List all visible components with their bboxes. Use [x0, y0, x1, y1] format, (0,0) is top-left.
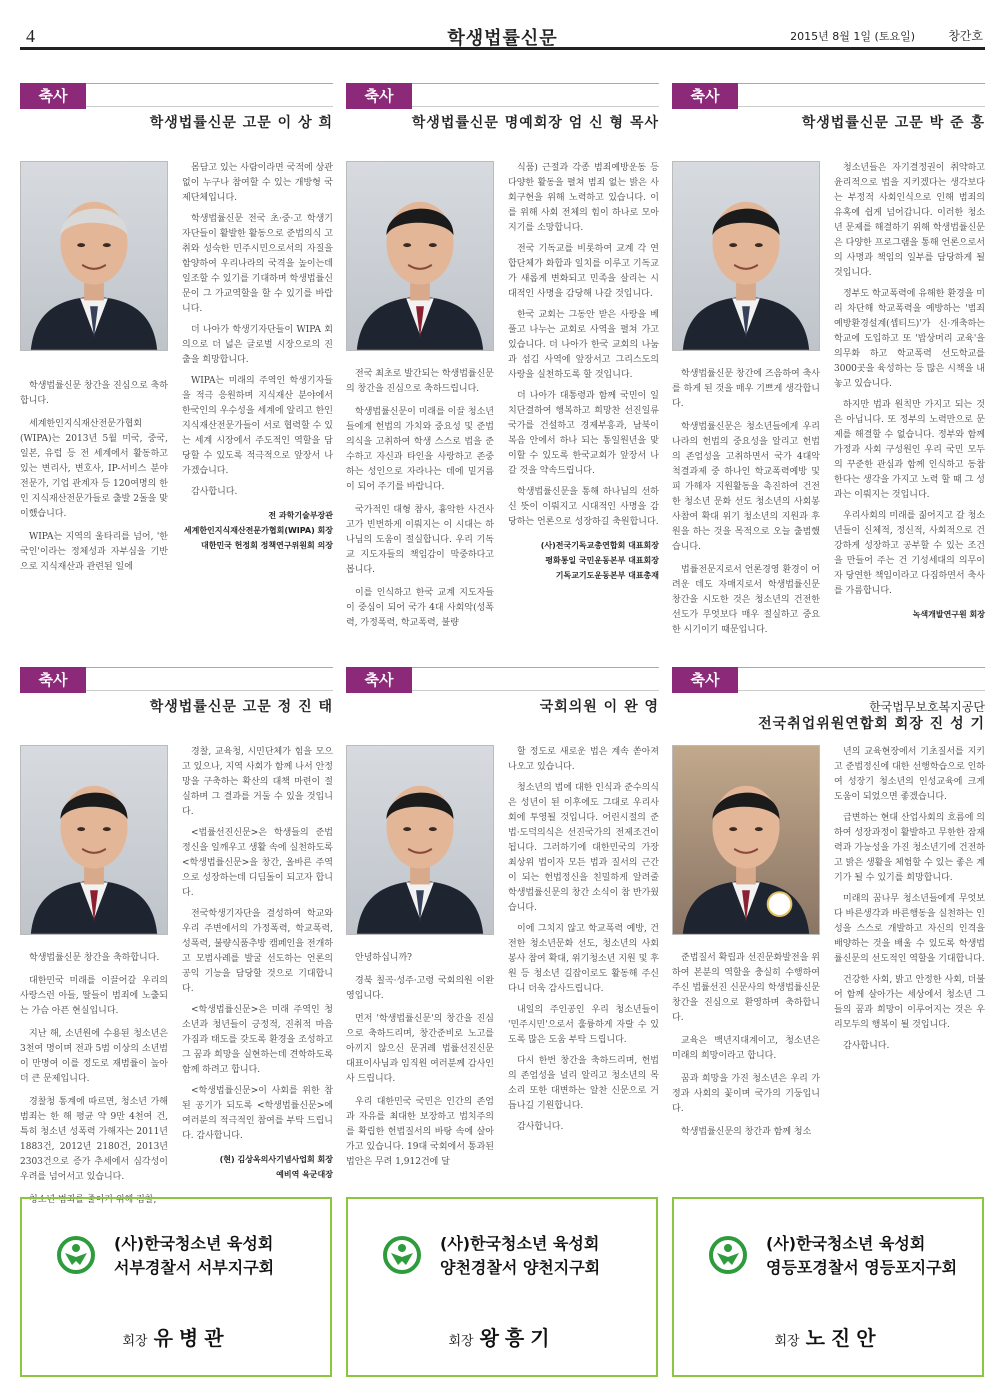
- edition-label: 창간호: [948, 29, 983, 43]
- article-paragraph: 하지만 법과 원칙만 가지고 되는 것은 아닙니다. 또 정부의 노력만으로 문제를 해결할 수 없습니다. 정부와 함께 가정과 사회 구성원인 우리 국민 모두의 꾸준한 관심과 함께 인식하고 동참한다는 생각을 가지고 노력 할 때 그 성과는 이뤄지는 것입니다.: [834, 400, 985, 500]
- article-paragraph: 학생법률신문 창간에 즈음하여 축사를 하게 된 것을 매우 기쁘게 생각합니다.: [672, 369, 820, 409]
- signature-line: (사)전국기독교총연합회 대표회장: [540, 541, 659, 550]
- article-paragraph: 건강한 사회, 밝고 안정한 사회, 더불어 함께 살아가는 세상에서 청소년 그들의 꿈과 희망이 이루어지는 것은 우리모두의 행복이 될 것입니다.: [834, 975, 985, 1030]
- ad-chairman: [674, 1322, 982, 1351]
- article-column-left: [20, 951, 168, 1216]
- byline-line: 학생법률신문 명예회장 엄 신 형 목사: [411, 115, 659, 131]
- issue-date: 2015년 8월 1일 (토요일): [790, 30, 915, 43]
- congrats-panel: [20, 667, 333, 1205]
- chairman-title: 회장: [774, 1334, 800, 1349]
- article-paragraph: 정부도 학교폭력에 유해한 환경을 미리 차단해 학교폭력을 예방하는 '범죄예방환경설계(셉티드)'가 신·개축하는 학교에 도입하고 또 '밥상머리 교육'을 의무화 하고 학교폭력 선도학교를 3000곳을 육성하는 등 많은 시책을 내 놓고 있습니다.: [834, 289, 985, 389]
- article-paragraph: 학생법률신문이 미래를 이끌 청소년들에게 헌법의 가치와 중요성 및 준법의식을 고취하여 학생 스스로 법을 준수하고 자신과 타인을 사랑하고 존중하는 성인으로 자라나는 데에 밑거름이 되어 주기를 바랍니다.: [346, 407, 494, 492]
- article-paragraph: 학생법률신문 창간을 진심으로 축하합니다.: [20, 381, 168, 406]
- section-tag: 축사: [20, 667, 86, 693]
- author-signature: [508, 538, 659, 583]
- signature-line: 평화통일 국민운동본부 대표회장: [545, 556, 659, 565]
- article-paragraph: 학생법률신문을 통해 하나님의 선하신 뜻이 이뤄지고 시대적인 사명을 감당하는 언론으로 성장하길 축원합니다.: [508, 487, 659, 527]
- article-paragraph: 경찰청 통계에 따르면, 청소년 가해 범죄는 한 해 평균 약 9만 4천여 건, 특히 청소년 성폭력 가해자는 2011년 1883건, 2012년 2180건, 2013년 2303건으로 증가 추세에서 심각성이 우려를 넘어서고 있습니다.: [20, 1097, 168, 1182]
- ad-org-line: 서부경찰서 서부지구회: [114, 1258, 275, 1277]
- section-tag: 축사: [20, 83, 86, 109]
- article-paragraph: <학생법률신문>은 미래 주역인 청소년과 청년들이 긍정적, 진취적 마음가짐과 태도를 갖도록 환경을 조성하고 그 꿈과 희망을 실현하는데 견학하도록 함께 하려고 합니다.: [182, 1005, 333, 1075]
- tag-rule: [412, 667, 659, 693]
- section-tag: 축사: [346, 83, 412, 109]
- article-column-left: [20, 379, 168, 583]
- article-paragraph: 법률전문지로서 언론경영 환경이 어려운 데도 자매지로서 학생법률신문 창간을 시도한 것은 청소년의 건전한 선도가 무엇보다 매우 절실하고 중요한 시기이기 때문입니다.: [672, 565, 820, 635]
- portrait-photo: [20, 161, 168, 351]
- article-column-left: [672, 951, 820, 1148]
- article-column-left: [346, 951, 494, 1178]
- tag-rule: [86, 667, 333, 693]
- ad-org-line: (사)한국청소년 육성회: [766, 1234, 926, 1253]
- article-paragraph: 이를 인식하고 한국 교계 지도자들이 중심이 되어 국가 4대 사회악(성폭력, 가정폭력, 학교폭력, 불량: [346, 588, 494, 628]
- ad-org-line: (사)한국청소년 육성회: [114, 1234, 274, 1253]
- byline-line: 학생법률신문 고문 박 준 홍: [801, 115, 985, 131]
- chairman-name: 유병관: [153, 1326, 230, 1350]
- article-paragraph: 지난 해, 소년원에 수용된 청소년은 3천여 명이며 전과 5범 이상의 소년범이 만명여 이를 정도로 재범률이 높아 더 큰 문제입니다.: [20, 1029, 168, 1084]
- ad-organization: [440, 1232, 600, 1280]
- signature-line: 녹색개발연구원 회장: [912, 610, 985, 619]
- article-column-right: [834, 161, 985, 622]
- ad-organization: [766, 1232, 957, 1280]
- tag-rule: [738, 83, 985, 109]
- article-paragraph: 전국 최초로 발간되는 학생법률신문의 창간을 진심으로 축하드립니다.: [346, 369, 494, 394]
- section-tag: 축사: [672, 83, 738, 109]
- article-paragraph: 감사합니다.: [517, 1122, 564, 1132]
- signature-line: 세계한인지식재산전문가협회(WIPA) 회장: [183, 526, 333, 535]
- article-paragraph: 학생법률신문 창간을 축하합니다.: [29, 953, 160, 963]
- signature-line: 예비역 육군대장: [276, 1170, 333, 1179]
- article-paragraph: 학생법률신문 전국 초·중·고 학생기자단들이 활발한 활동으로 준법의식 고취와 성숙한 민주시민으로서의 자질을 함양하여 우리나라의 국격을 높이는데 일조할 수 있기를 기대하며 학생법률신문이 그 가교역할을 할 수 있기를 바랍니다.: [182, 214, 333, 314]
- author-signature: [182, 1152, 333, 1182]
- byline-line: 학생법률신문 고문 이 상 희: [149, 115, 333, 131]
- portrait-photo: [672, 161, 820, 351]
- article-paragraph: 국가적인 대형 참사, 흉악한 사건사고가 빈번하게 이뤄지는 이 시대는 하나님의 도움이 절실합니다. 우리 기독교 지도자들의 책임감이 막중하다고 봅니다.: [346, 505, 494, 575]
- byline-line: 전국취업위원연합회 회장 진 성 기: [758, 716, 985, 732]
- author-byline: [150, 699, 333, 716]
- congrats-panel: [346, 667, 659, 1187]
- byline-line: 학생법률신문 고문 정 진 태: [149, 699, 333, 715]
- section-tag: 축사: [672, 667, 738, 693]
- article-paragraph: 우리사회의 미래를 짊어지고 갈 청소년들이 신체적, 정신적, 사회적으로 건강하게 성장하고 공부할 수 있는 조건을 만들어 주는 건 기성세대의 의무이자 당연한 책임이라고 다짐하면서 축사를 가름합니다.: [834, 511, 985, 596]
- article-paragraph: 경북 칠곡·성주·고령 국회의원 이완영입니다.: [346, 976, 494, 1001]
- article-paragraph: 더 나아가 대통령과 함께 국민이 일치단결하여 행복하고 희망찬 선진일류국가를 건설하고 경제부흥과, 남북이 복음 안에서 하나 되는 통일원년을 맞이할 수 있도록 한국교회가 앞장서 나갈 것을 약속드립니다.: [508, 391, 659, 476]
- byline-line: 국회의원 이 완 영: [539, 699, 659, 715]
- ad-chairman: [348, 1322, 656, 1351]
- header-rule: [20, 47, 985, 50]
- article-paragraph: 꿈과 희망을 가진 청소년은 우리 가정과 사회의 꽃이며 국가의 기둥입니다.: [672, 1074, 820, 1114]
- article-column-right: [834, 745, 985, 1060]
- byline-line: 한국법무보호복지공단: [869, 700, 985, 714]
- article-paragraph: 년의 교육현장에서 기초질서를 지키고 준법정신에 대한 선행학습으로 인하여 성장기 청소년의 인성교육에 크게 도움이 되었으면 좋겠습니다.: [834, 747, 985, 802]
- congrats-panel: [20, 83, 333, 603]
- youth-association-logo-icon: [708, 1235, 748, 1275]
- youth-association-logo-icon: [56, 1235, 96, 1275]
- section-tag: 축사: [346, 667, 412, 693]
- article-column-left: [346, 367, 494, 639]
- ad-org-line: (사)한국청소년 육성회: [440, 1234, 600, 1253]
- article-paragraph: 학생법률신문은 청소년들에게 우리나라의 헌법의 중요성을 알리고 헌법의 존엄성을 고취하면서 국가 4대악 척결과제 중 하나인 학교폭력예방 및 피 가해자 지원활동을 촉진하여 건전한 청소년 문화 선도 청소년의 사회봉사참여 확대 위기 청소년의 지원과 후원을 하는 것을 목적으로 오늘 출범했습니다.: [672, 422, 820, 552]
- congrats-panel: [672, 83, 985, 635]
- author-byline: [758, 699, 985, 733]
- chairman-name: 노진안: [805, 1326, 882, 1350]
- article-paragraph: 식품) 근절과 각종 범죄예방운동 등 다양한 활동을 펼쳐 범죄 없는 밝은 사회구현을 위해 노력하고 있습니다. 이를 위해 사회 전체의 힘이 하나로 모아지기를 소망합니다.: [508, 163, 659, 233]
- article-paragraph: 세계한인지식재산전문가협회(WIPA)는 2013년 5월 미국, 중국, 일본, 유럽 등 전 세계에서 활동하고 있는 변리사, 변호사, IP-서비스 분야 전문가, 기업 관계자 등 120여명의 한인 지식재산전문가들로 출발 2돌을 맞이했습니다.: [20, 419, 168, 519]
- article-paragraph: 학생법률신문의 창간과 함께 청소: [681, 1127, 812, 1137]
- article-paragraph: WIPA는 지역의 울타리를 넘어, '한국인'이라는 정체성과 자부심을 기반으로 지식재산과 관련된 일에: [20, 532, 168, 572]
- signature-line: 기독교기도운동본부 대표총재: [555, 571, 659, 580]
- article-paragraph: <법률선진신문>은 학생들의 준법정신을 일깨우고 생활 속에 실천하도록 <학생법률신문>을 창간, 올바른 주역으로 성장하는데 디딤돌이 되고자 합니다.: [182, 828, 333, 898]
- article-paragraph: 우리 대한민국 국민은 인간의 존엄과 자유를 최대한 보장하고 법치주의를 확립한 헌법질서의 바탕 속에 살아가고 있습니다. 19대 국회에서 통과된 법안은 무려 1,912건에 달: [346, 1097, 494, 1167]
- article-paragraph: 청소년들은 자기결정권이 취약하고 윤리적으로 법을 지키겠다는 생각보다는 부정적 사회인식으로 인해 범죄의 유혹에 쉽게 넘어갑니다. 이러한 청소년 문제를 해결하기 위해 학생법률신문은 다양한 프로그램을 통해 언론으로서의 사명과 책임의 일부를 담당하게 될 것입니다.: [834, 163, 985, 278]
- article-paragraph: 준법질서 확립과 선진문화발전을 위하여 본분의 역할을 충실히 수행하여 주신 법률선진 신문사의 학생법률신문 창간을 진심으로 환영하며 축하합니다.: [672, 953, 820, 1023]
- masthead: 학생법률신문: [447, 28, 558, 49]
- article-paragraph: 교육은 백년지대계이고, 청소년은 미래의 희망이라고 합니다.: [672, 1036, 820, 1061]
- ad-org-line: 양천경찰서 양천지구회: [440, 1258, 601, 1277]
- article-paragraph: 안녕하십니까?: [355, 953, 412, 963]
- portrait-photo: [346, 161, 494, 351]
- youth-association-logo-icon: [382, 1235, 422, 1275]
- article-paragraph: 경찰, 교육청, 시민단체가 힘을 모으고 있으나, 지역 사회가 함께 나서 안정망을 구축하는 확산의 대책 마련이 절실하며 그 결과를 거둘 수 있을 것입니다.: [182, 747, 333, 817]
- article-paragraph: 다시 한번 창간을 축하드리며, 헌법의 존엄성을 널리 알리고 청소년의 목소리 또한 대변하는 알찬 신문으로 거듭나길 기원합니다.: [508, 1056, 659, 1111]
- sponsor-ad: [672, 1197, 984, 1377]
- tag-rule: [86, 83, 333, 109]
- author-byline: [412, 115, 659, 132]
- signature-line: 전 과학기술부장관: [268, 511, 333, 520]
- chairman-title: 회장: [448, 1334, 474, 1349]
- article-paragraph: <학생법률신문>이 사회를 위한 참된 공기가 되도록 <학생법률신문>에 여러분의 적극적인 참여를 부탁 드립니다. 감사합니다.: [182, 1086, 333, 1141]
- article-paragraph: 내일의 주인공인 우리 청소년들이 '민주시민'으로서 훌륭하게 자랄 수 있도록 많은 도움 부탁 드립니다.: [508, 1005, 659, 1045]
- article-paragraph: 먼저 '학생법률신문'의 창간을 진심으로 축하드리며, 창간준비로 노고를 아끼지 않으신 문귀례 법률선진신문 대표이사님과 임직원 여러분께 감사인사 드립니다.: [346, 1014, 494, 1084]
- article-column-right: [182, 745, 333, 1182]
- signature-line: (현) 김상옥의사기념사업회 회장: [219, 1155, 333, 1164]
- chairman-name: 왕흥기: [479, 1326, 556, 1350]
- article-paragraph: 감사합니다.: [843, 1041, 890, 1051]
- ad-chairman: [22, 1322, 330, 1351]
- article-column-right: [508, 161, 659, 583]
- article-paragraph: 청소년의 법에 대한 인식과 준수의식은 성년이 된 이후에도 그대로 우리사회에 투영될 것입니다. 어린시절의 준법·도덕의식은 선진국가의 전제조건이 됩니다. 그러하기에 대한민국의 가장 최상위 법이자 모든 법과 질서의 근간이 되는 헌법정신을 친밀하게 알려줄 학생법률신문의 창간 소식이 참 반가웠습니다.: [508, 783, 659, 913]
- article-paragraph: 할 정도로 새로운 법은 계속 쏟아져 나오고 있습니다.: [508, 747, 659, 772]
- author-byline: [802, 115, 985, 132]
- sponsor-ad: [20, 1197, 332, 1377]
- article-column-left: [672, 367, 820, 646]
- article-paragraph: 몸담고 있는 사람이라면 국적에 상관없이 누구나 참여할 수 있는 개방형 국제단체입니다.: [182, 163, 333, 203]
- article-paragraph: 이에 그치지 않고 학교폭력 예방, 건전한 청소년문화 선도, 청소년의 사회봉사 참여 확대, 위기청소년 지원 및 후원 등 청소년 길잡이로도 활동해 주신다니 더욱 감사드립니다.: [508, 924, 659, 994]
- portrait-photo-with-flower: [672, 745, 820, 935]
- article-column-right: [508, 745, 659, 1141]
- article-paragraph: 감사합니다.: [191, 487, 238, 497]
- page-number: 4: [26, 26, 35, 46]
- congrats-panel: [346, 83, 659, 628]
- signature-line: 대한민국 헌정회 정책연구위원회 의장: [200, 541, 333, 550]
- article-paragraph: 미래의 꿈나무 청소년들에게 무엇보다 바른생각과 바른행동을 실천하는 인성을 스스로 개발하고 자신의 인격을 배양하는 것을 배울 수 있도록 학생법률신문의 선도적인 역할을 기대합니다.: [834, 894, 985, 964]
- chairman-title: 회장: [122, 1334, 148, 1349]
- article-paragraph: 대한민국 미래를 이끌어갈 우리의 사랑스런 아들, 딸들이 범죄에 노출되는 가슴 아픈 현실입니다.: [20, 976, 168, 1016]
- author-byline: [540, 699, 659, 716]
- author-signature: [182, 508, 333, 553]
- article-paragraph: 청소년 범죄를 줄이기 위해 검찰,: [29, 1195, 157, 1205]
- article-paragraph: 급변하는 현대 산업사회의 흐름에 의하여 성장과정이 활발하고 무한한 잠재력과 가능성을 가진 청소년기에 건전하고 밝은 생활을 체험할 수 있는 좋은 계기가 될 수 있기를 희망합니다.: [834, 813, 985, 883]
- ad-org-line: 영등포경찰서 영등포지구회: [766, 1258, 958, 1277]
- portrait-photo: [346, 745, 494, 935]
- page-header: [20, 18, 985, 58]
- article-paragraph: 전국 기독교를 비롯하여 교계 각 연합단체가 화합과 일치를 이루고 기독교가 새롭게 변화되고 민족을 살리는 시대적인 사명을 감당해 나갈 것입니다.: [508, 244, 659, 299]
- sponsor-ad: [346, 1197, 658, 1377]
- author-byline: [150, 115, 333, 132]
- tag-rule: [412, 83, 659, 109]
- tag-rule: [738, 667, 985, 693]
- article-paragraph: 전국학생기자단을 결성하여 학교와 우리 주변에서의 가정폭력, 학교폭력, 성폭력, 불량식품추방 캠페인을 전개하고 모범사례를 발굴 선도하는 언론의 공익 기능을 담당할 것으로 기대합니다.: [182, 909, 333, 994]
- article-paragraph: 한국 교회는 그동안 받은 사랑을 베풀고 나누는 교회로 사역을 펼쳐 가고 있습니다. 더 나아가 한국 교회의 나눔과 섬김 사역에 앞장서고 그리스도의 사랑을 실천하도록 할 것입니다.: [508, 310, 659, 380]
- article-paragraph: 더 나아가 학생기자단들이 WIPA 회의으로 더 넓은 글로벌 시장으로의 진출을 희망합니다.: [182, 325, 333, 365]
- congrats-panel: [672, 667, 985, 1187]
- article-column-right: [182, 161, 333, 553]
- article-paragraph: WIPA는 미래의 주역인 학생기자들을 적극 응원하며 지식재산 분야에서 한국인의 우수성을 세계에 알리고 한인 지식재산전문가들이 서로 협력할 수 있는 세계 시장에서 주도적인 역할을 담당할 수 있도록 적극적으로 앞장서 나가겠습니다.: [182, 376, 333, 476]
- ad-organization: [114, 1232, 274, 1280]
- portrait-photo: [20, 745, 168, 935]
- author-signature: [834, 607, 985, 622]
